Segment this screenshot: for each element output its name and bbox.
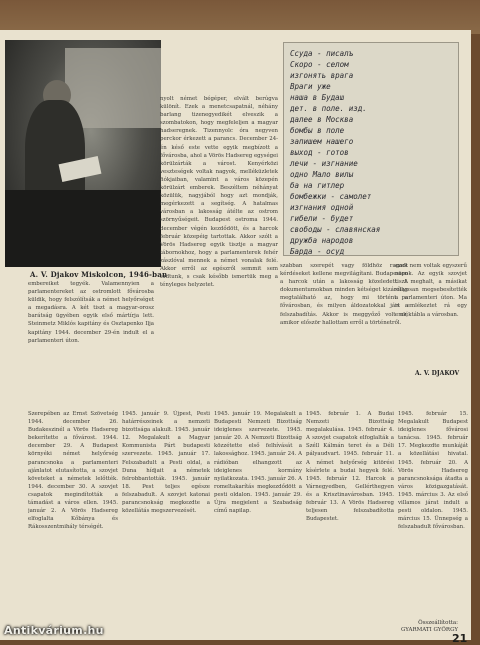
manuscript-line: Барда - осуд bbox=[290, 247, 345, 256]
article-text: szabban szerepét vagy földhöz ragadt kérdéseket kellene megvilágítani. Budapesten a harcok után a lakosság közeledett. A dokumentumokban minden kétséget kizárólag megtalálható az, hogy mi történt a fővárosban, és milyen áldozatokkal járt a felszabadítás. Akkor is meggyőző volt ez, amikor először hallottam erről a történetről. bbox=[280, 263, 408, 326]
manuscript-line: далее в Москва bbox=[290, 115, 354, 124]
chronology-text: 1945. január 19. Megalakult a Budapesti Nemzeti Bizottság ideiglenes szervezete. 1945. január 20. A Nemzeti Bizottság közzétette első felhívását a lakossághoz. 1945. január 24. A rádióban elhangzott az ideiglenes kormány nyilatkozata. 1945. január 26. A romeltakarítás megkezdődött a pesti oldalon. 1945. január 29. Újra megjelent a Szabadság című napilap. bbox=[214, 411, 302, 515]
manuscript-image bbox=[283, 42, 459, 256]
manuscript-line: наша в Будаш bbox=[290, 93, 345, 102]
manuscript-line: Скоро - селом bbox=[290, 60, 349, 69]
chronology-text: 1945. január 9. Újpest, Pesti határrészeinek a nemzeti bizottsága alakult. 1945. január 12. Megalakult a Magyar Kommunista Párt budapesti szervezete. 1945. január 17. Felszabadult a Pesti oldal, a Duna hídjait a németek felrobbantották. 1945. január 18. Pest teljes egésze felszabadult. A szovjet katonai parancsnokság megkezdte a közellátás megszervezését. bbox=[122, 411, 210, 515]
manuscript-line: гибели - будет bbox=[290, 214, 354, 223]
magazine-page bbox=[0, 30, 471, 640]
manuscript-caption: A. V. DJAKOV bbox=[415, 370, 460, 377]
chronology-column-1 bbox=[28, 410, 118, 635]
manuscript-line: бомбы в поле bbox=[290, 126, 345, 135]
manuscript-line: изгонять врага bbox=[290, 71, 354, 80]
chronology-text: 1945. február 15. Megalakult Budapest ideiglenes fővárosi tanácsa. 1945. február 17. Megkezdte munkáját a közellátási hivatal. 1945. február 20. A Vörös Hadsereg parancsnoksága átadta a város közigazgatását. 1945. március 3. Az első villamos járat indult a pesti oldalon. 1945. március 15. Ünnepség a felszabadult fővárosban. bbox=[398, 411, 468, 531]
article-text: nyolt német bégéper, elvált berúgva különít. Ezek a menetcsapatnál, néhány barlang tizenegyedikét elveszik a szombatokon, hogy megfeleljen a magyar hadseregnek. Tizennyolc óra negyven perckor érkezett a parancs. December 24-én késő este vette egyik megbízott a fővárosba, ahol a Vörös Hadsereg egységei körülzárták a várost. Kenyérközi veszteségek voltak nagyok, melléküzletek fiókjaiban, valamint a város közepén körülzárt emberek. Beszéltem néhányat közülük, nagyjából hogy azt mondják, megérkezett a segítség. A hatalmas városban a lakosság átélte az ostrom szörnyűségeit. Budapest ostroma 1944. december végén kezdődött, és a harcok február közepéig tartottak. Akkor szólt a Vörös Hadsereg egyik tisztje a magyar tábornokhoz, hogy a parlamenterek fehér zászlóval mennek a német vonalak felé. Akkor erről az egészről semmit sem tudtunk, s csak később ismertük meg a tényleges helyzetet. bbox=[160, 96, 278, 289]
manuscript-line: свободы - славянская bbox=[290, 225, 381, 234]
manuscript-line: одно Мало вилы bbox=[290, 170, 354, 179]
manuscript-line: запишем нашего bbox=[290, 137, 354, 146]
manuscript-line: ба на гитлер bbox=[290, 181, 345, 190]
author-signature: Összeállította: GYARMATI GYÖRGY bbox=[400, 620, 458, 633]
portrait-photo bbox=[5, 40, 161, 267]
article-column-middle bbox=[160, 95, 278, 385]
manuscript-line: бомбежки - самолет bbox=[290, 192, 372, 201]
chronology-column-3 bbox=[214, 410, 302, 635]
photo-table bbox=[5, 190, 161, 267]
photo-caption: A. V. Djakov Miskolcon, 1946-ban bbox=[30, 270, 168, 279]
manuscript-line: дет. в поле. изд. bbox=[290, 104, 367, 113]
article-column-right-narrow bbox=[395, 262, 467, 362]
chronology-column-5 bbox=[398, 410, 468, 600]
chronology-column-2 bbox=[122, 410, 210, 635]
chronology-text: 1945. február 1. A Budai Nemzeti Bizottság megalakulása. 1945. február 4. A szovjet csapatok elfoglalták a Széll Kálmán teret és a Déli pályaudvart. 1945. február 11. A német helyőrség kitörési kísérlete a budai hegyek felé. 1945. február 12. Harcok a Várnegyedben, Gellérthegyen és a Krisztinavárosban. 1945. február 13. A Vörös Hadsereg teljesen felszabadította Budapestet. bbox=[306, 411, 394, 523]
chronology-column-4 bbox=[306, 410, 394, 635]
manuscript-line: Ссуда - писалъ bbox=[290, 49, 354, 58]
article-column-left bbox=[28, 280, 154, 390]
photo-wall-area bbox=[65, 48, 161, 128]
page-number: 21 bbox=[452, 632, 468, 645]
manuscript-line: лечи - изгнание bbox=[290, 159, 358, 168]
watermark-logo: Antikvárium.hu bbox=[4, 624, 104, 637]
article-column-right bbox=[280, 262, 408, 372]
article-text: embereiket tegyék. Valamennyien a parlamentereket az ostromlott fővárosba küldik, hogy felszólítsák a német helyőrséget a megadásra. A két tiszt a magyar-orosz barátság ügyében egyik első mártírja lett. Steinmetz Miklós kapitány és Osztapenko Ilja kapitány 1944. december 29-én indult el a parlamenteri úton. bbox=[28, 281, 154, 344]
manuscript-line: изгнания одной bbox=[290, 203, 354, 212]
manuscript-line: выход - готов bbox=[290, 148, 349, 157]
manuscript-line: дружба народов bbox=[290, 236, 354, 245]
background-edge bbox=[0, 0, 480, 34]
chronology-text: Szerepében az Ernst Szövetség 1944. december 26. Budakeszinél a Vörös Hadsereg bekerítette a fővárost. 1944. december 29. A Budapest környéki német helyőrség parancsnoka a parlamenteri ajánlatot elutasította, a szovjet követeket a németek lelőtték. 1944. december 30. A szovjet csapatok megindították a támadást a város ellen. 1945. január 2. A Vörös Hadsereg elfoglalta Kőbánya és Rákosszentmihály térségét. bbox=[28, 411, 118, 531]
article-text: ezek nem voltak egyszerű napok. Az egyik szovjet tiszt meghalt, a másikat súlyosan megsebesítették a parlamenteri úton. Ma is emlékeztet rá egy emléktábla a városban. bbox=[395, 263, 467, 318]
manuscript-line: Враги уже bbox=[290, 82, 331, 91]
